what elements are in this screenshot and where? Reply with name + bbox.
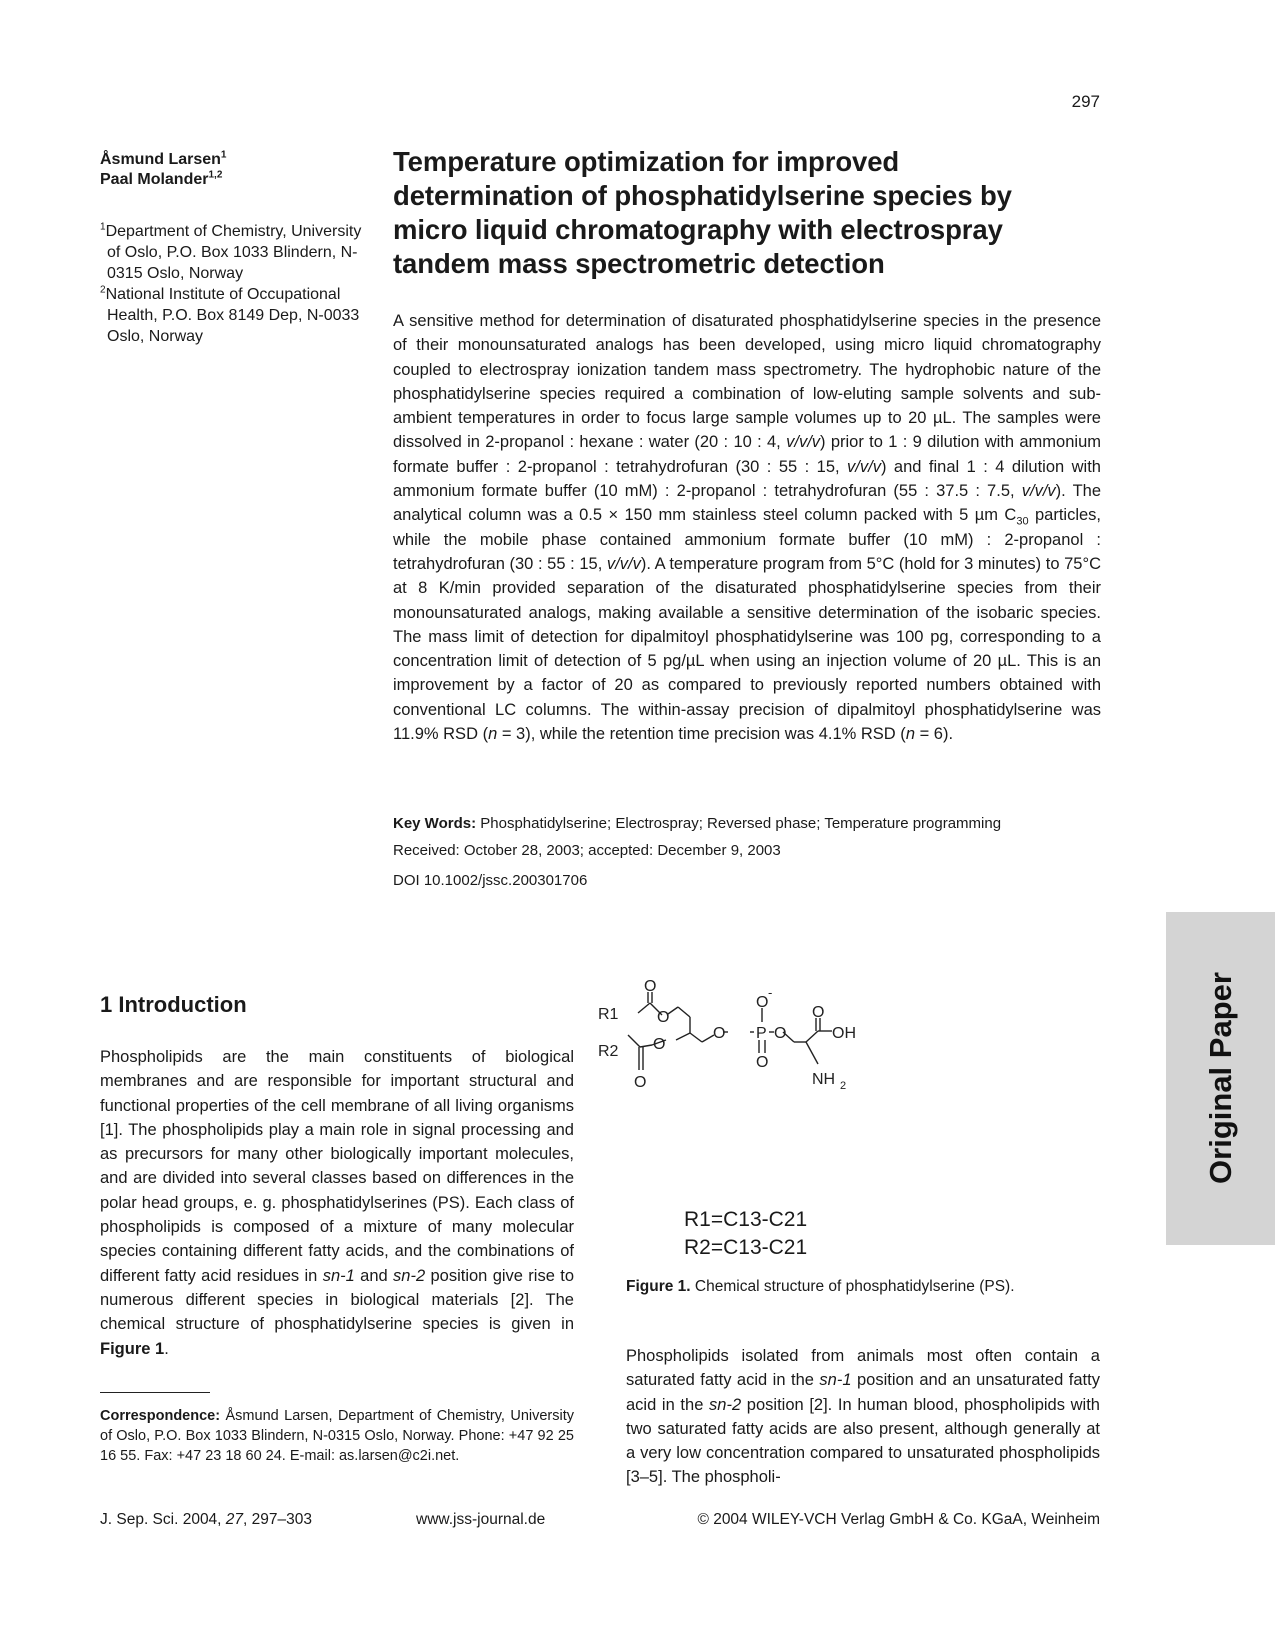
atom-p: P bbox=[756, 1025, 767, 1042]
abstract: A sensitive method for determination of disaturated phosphatidylserine species in the presence of their monounsaturated analogs has been developed, using micro liquid chromatography coupled to electrospray ionization tandem mass spectrometry. The hydrophobic nature of the phosphatidylserine species required a combination of low-eluting sample solvents and sub-ambient temperatures in order to focus large sample volumes up to 20 µL. The samples were dissolved in 2-propanol : hexane : water (20 : 10 : 4, v/v/v) prior to 1 : 9 dilution with ammonium formate buffer : 2-propanol : tetrahydrofuran (30 : 55 : 15, v/v/v) and final 1 : 4 dilution with ammonium formate buffer (10 mM) : 2-propanol : tetrahydrofuran (55 : 37.5 : 7.5, v/v/v). The analytical column was a 0.5 × 150 mm stainless steel column packed with 5 µm $C_{30}$ particles, while the mobile phase contained ammonium formate buffer (10 mM) : 2-propanol : tetrahydrofuran (30 : 55 : 15, v/v/v). A temperature program from 5°C (hold for 3 minutes) to 75°C at 8 K/min provided separation of the disaturated phosphatidylserine species from their monounsaturated analogs, making available a sensitive determination of the isobaric species. The mass limit of detection for dipalmitoyl phosphatidylserine was 100 pg, corresponding to a concentration limit of detection of 5 pg/µL when using an injection volume of 20 µL. This is an improvement by a factor of 20 as compared to previously reported numbers obtained with conventional LC columns. The within-assay precision of dipalmitoyl phosphatidylserine was 11.9% RSD (n = 3), while the retention time precision was 4.1% RSD (n = 6). bbox=[393, 312, 1102, 744]
section-heading: 1 Introduction bbox=[100, 992, 247, 1017]
page-number: 297 bbox=[1071, 92, 1100, 111]
column-2-paragraph: Phospholipids isolated from animals most often contain a saturated fatty acid in the sn-1 position and an unsaturated fatty acid in the sn-2 position [2]. In human blood, phospholipids with two saturated fatty acids are also present, although generally at a very low concentration compared to unsaturated phospholipids [3–5]. The phospholi- bbox=[626, 1347, 1100, 1487]
atom-o: O bbox=[634, 1074, 647, 1091]
affiliation-2: $^2$National Institute of Occupational Health, P.O. Box 8149 Dep, N-0033 Oslo, Norway bbox=[100, 284, 360, 345]
atom-o: O bbox=[713, 1025, 726, 1042]
atom-o: O bbox=[644, 978, 657, 995]
atom-o-minus: O bbox=[756, 994, 769, 1011]
journal-citation: J. Sep. Sci. 2004, 27, 297–303 bbox=[100, 1511, 313, 1528]
affiliation-1: $^1$Department of Chemistry, University of Oslo, P.O. Box 1033 Blindern, N-0315 Oslo, Norway bbox=[100, 221, 362, 282]
chemical-structure bbox=[598, 978, 950, 1150]
bond-lines bbox=[628, 992, 832, 1070]
atom-labels bbox=[598, 978, 856, 1092]
atom-nh: NH bbox=[812, 1071, 836, 1088]
received-dates: Received: October 28, 2003; accepted: December 9, 2003 bbox=[393, 842, 781, 859]
atom-o: O bbox=[657, 1009, 670, 1026]
side-tab-label: Original Paper bbox=[1203, 972, 1238, 1184]
charge-minus: - bbox=[768, 985, 773, 1000]
keywords: Key Words: Phosphatidylserine; Electrospray; Reversed phase; Temperature programming bbox=[393, 815, 1002, 832]
atom-oh: OH bbox=[832, 1025, 856, 1042]
r2-definition: R2=C13-C21 bbox=[684, 1236, 808, 1259]
side-tab bbox=[1166, 912, 1275, 1245]
r1-definition: R1=C13-C21 bbox=[684, 1208, 808, 1231]
r-group-definitions bbox=[684, 1206, 807, 1262]
atom-o: O bbox=[756, 1054, 769, 1071]
intro-paragraph: Phospholipids are the main constituents of biological membranes and are responsible for important structural and functional properties of the cell membrane of all living organisms [1]. The phospholipids play a main role in signal processing and as precursors for many other biologically important molecules, and are divided into several classes based on differences in the polar head groups, e. g. phosphatidylserines (PS). Each class of phospholipids is composed of a mixture of many molecular species containing different fatty acids, and the combinations of different fatty acid residues in sn-1 and sn-2 position give rise to numerous different species in biological materials [2]. The chemical structure of phosphatidylserine species is given in Figure 1. bbox=[100, 1048, 574, 1358]
atom-r2: R2 bbox=[598, 1043, 619, 1060]
paper-title: Temperature optimization for improved determination of phosphatidylserine species by micro liquid chromatography with electrospray tandem mass spectrometric detection bbox=[393, 146, 1012, 279]
footnote-rule bbox=[100, 1392, 210, 1393]
atom-nh-subscript: 2 bbox=[840, 1080, 847, 1092]
copyright: © 2004 WILEY-VCH Verlag GmbH & Co. KGaA, Weinheim bbox=[697, 1511, 1100, 1528]
correspondence: Correspondence: Åsmund Larsen, Department of Chemistry, University of Oslo, P.O. Box 1033 Blindern, N-0315 Oslo, Norway. Phone: +47 92 25 16 55. Fax: +47 23 18 60 24. E-mail: as.larsen@c2i.net. bbox=[100, 1408, 574, 1464]
doi: DOI 10.1002/jssc.200301706 bbox=[393, 872, 588, 889]
figure-caption: Figure 1. Chemical structure of phosphatidylserine (PS). bbox=[626, 1278, 1015, 1295]
atom-o: O bbox=[812, 1004, 825, 1021]
atom-r1: R1 bbox=[598, 1006, 619, 1023]
atom-o: O bbox=[774, 1025, 787, 1042]
journal-url: www.jss-journal.de bbox=[416, 1511, 546, 1528]
author-2: Paal Molander$^{1,2}$ bbox=[100, 169, 223, 188]
affiliations bbox=[100, 221, 365, 347]
author-list bbox=[100, 150, 360, 190]
author-1: Åsmund Larsen$^1$ bbox=[100, 149, 227, 168]
atom-o: O bbox=[653, 1036, 666, 1053]
